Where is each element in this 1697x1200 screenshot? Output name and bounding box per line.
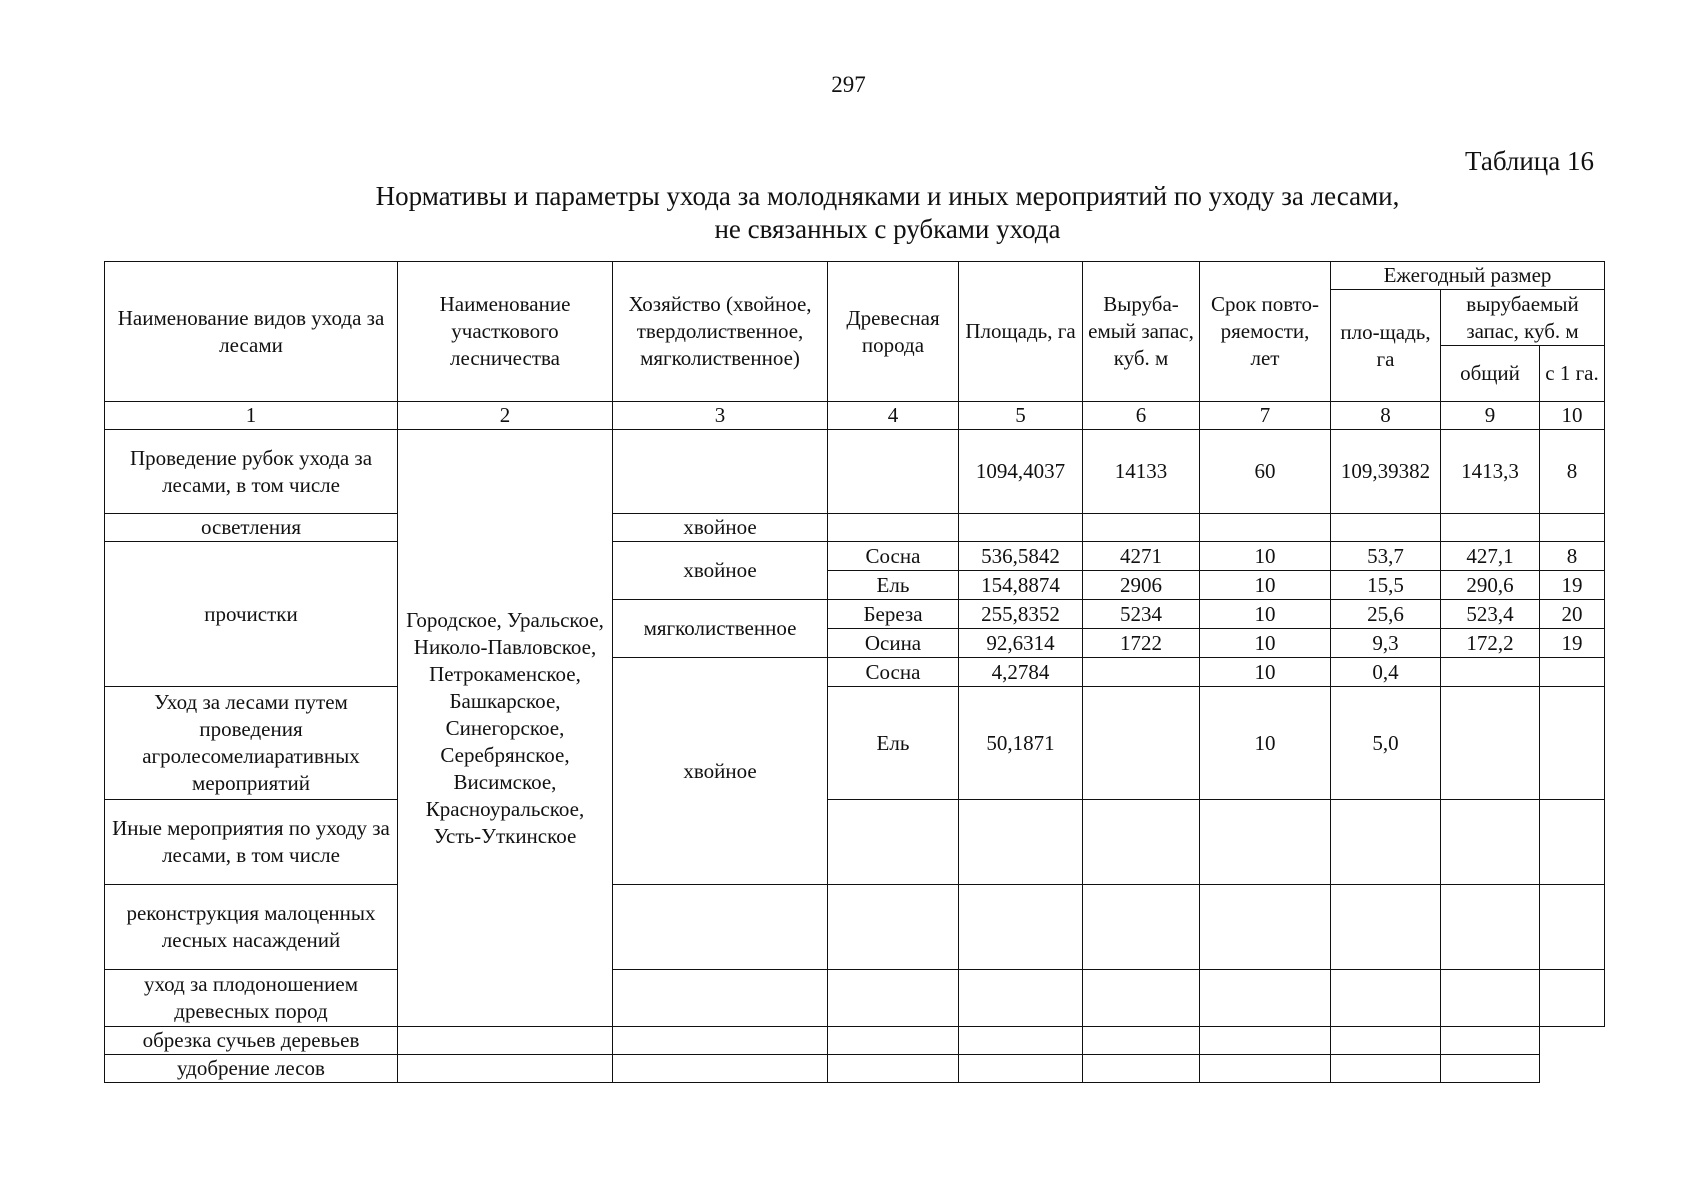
cleaning-period: 10 [1200,629,1331,658]
cell-empty [959,885,1083,970]
column-number: 2 [398,402,613,430]
title-line-1: Нормативы и параметры ухода за молодняками и иных мероприятий по уходу за лесами, [375,181,1400,211]
cell-empty [959,514,1083,542]
header-care-type: Наименование видов ухода за лесами [105,262,398,402]
row-reconstruction-name: реконструкция малоценных лесных насаждений [105,885,398,970]
header-farm: Хозяйство (хвойное, твердолиственное, мягколиственное) [613,262,828,402]
cell-empty [1200,1055,1331,1083]
cell-empty [1540,514,1605,542]
thinning-stock: 14133 [1083,430,1200,514]
thinning-annual-total: 1413,3 [1441,430,1540,514]
cell-empty [1331,970,1441,1027]
cleaning-per-ha: 19 [1540,571,1605,600]
cell-empty [1331,514,1441,542]
cleaning-period: 10 [1200,542,1331,571]
cell-empty [828,885,959,970]
forestry-list: Городское, Уральское, Николо-Павловское, Петрокаменское, Башкарское, Синегорское, Серебрянское, Висимское, Красноуральское, Усть-Уткинское [398,430,613,1027]
cleaning-per-ha: 20 [1540,600,1605,629]
agro-species-spruce: Ель [828,687,959,800]
cell-empty [398,1055,613,1083]
cleaning-species: Ель [828,571,959,600]
cell-empty [1331,1055,1441,1083]
column-number: 10 [1540,402,1605,430]
lighting-farm: хвойное [613,514,828,542]
cleaning-annual-area: 15,5 [1331,571,1441,600]
row-agro-name: Уход за лесами путем проведения агролесомелиаративных мероприятий [105,687,398,800]
cell-empty [959,1055,1083,1083]
column-number: 7 [1200,402,1331,430]
agro-period-spruce: 10 [1200,687,1331,800]
cell-empty [398,1027,613,1055]
cleaning-stock: 2906 [1083,571,1200,600]
header-annual-size: Ежегодный размер [1331,262,1605,290]
thinning-area: 1094,4037 [959,430,1083,514]
header-forestry: Наименование участкового лесничества [398,262,613,402]
cell-empty [828,1055,959,1083]
cell-empty [828,800,959,885]
page-number: 297 [831,72,866,97]
row-other-name: Иные мероприятия по уходу за лесами, в том числе [105,800,398,885]
cell-empty [1083,658,1200,687]
agro-species-pine: Сосна [828,658,959,687]
cleaning-period: 10 [1200,600,1331,629]
cell-empty [613,1027,828,1055]
thinning-period: 60 [1200,430,1331,514]
cleaning-area: 255,8352 [959,600,1083,629]
cell-empty [959,970,1083,1027]
agro-area-spruce: 50,1871 [959,687,1083,800]
cell-empty [1083,885,1200,970]
column-number: 3 [613,402,828,430]
header-annual-stock: вырубаемый запас, куб. м [1441,290,1605,346]
cell-empty [828,970,959,1027]
cleaning-stock: 1722 [1083,629,1200,658]
header-cut-stock: Выруба-емый запас, куб. м [1083,262,1200,402]
cleaning-stock: 5234 [1083,600,1200,629]
cell-empty [1083,514,1200,542]
cell-empty [1083,687,1200,800]
cell-empty [1441,658,1540,687]
cell-empty [828,514,959,542]
cleaning-farm-softwood: мягколиственное [613,600,828,658]
column-number: 6 [1083,402,1200,430]
thinning-annual-area: 109,39382 [1331,430,1441,514]
agro-annual-area-spruce: 5,0 [1331,687,1441,800]
thinning-per-ha: 8 [1540,430,1605,514]
cell-empty [613,430,828,514]
row-fertilization-name: удобрение лесов [105,1055,398,1083]
table-label: Таблица 16 [1465,146,1594,176]
cleaning-species: Сосна [828,542,959,571]
cell-empty [613,970,828,1027]
cell-empty [1331,1027,1441,1055]
header-total: общий [1441,346,1540,402]
cell-empty [828,1027,959,1055]
column-number: 1 [105,402,398,430]
cell-empty [1441,800,1540,885]
cleaning-annual-total: 427,1 [1441,542,1540,571]
cleaning-stock: 4271 [1083,542,1200,571]
column-number: 4 [828,402,959,430]
cell-empty [1083,970,1200,1027]
cell-empty [1200,970,1331,1027]
cleaning-annual-total: 523,4 [1441,600,1540,629]
title-line-2: не связанных с рубками ухода [714,214,1061,244]
cleaning-species: Осина [828,629,959,658]
cell-empty [1083,800,1200,885]
row-thinning-name: Проведение рубок ухода за лесами, в том числе [105,430,398,514]
cell-empty [1441,885,1540,970]
cell-empty [959,800,1083,885]
cleaning-annual-total: 290,6 [1441,571,1540,600]
row-pruning-name: обрезка сучьев деревьев [105,1027,398,1055]
cell-empty [1331,800,1441,885]
column-number: 5 [959,402,1083,430]
cell-empty [1441,687,1540,800]
column-number: 8 [1331,402,1441,430]
cleaning-annual-area: 25,6 [1331,600,1441,629]
cleaning-period: 10 [1200,571,1331,600]
cell-empty [1540,658,1605,687]
header-per-ha: с 1 га. [1540,346,1605,402]
norms-table [104,261,1605,1083]
cell-empty [613,1055,828,1083]
cell-empty [1540,885,1605,970]
row-cleaning-name: прочистки [105,542,398,687]
cleaning-per-ha: 19 [1540,629,1605,658]
cell-empty [1083,1055,1200,1083]
cell-empty [1540,687,1605,800]
cell-empty [1540,800,1605,885]
cell-empty [1540,970,1605,1027]
cell-empty [1441,970,1540,1027]
header-period: Срок повто-ряемости, лет [1200,262,1331,402]
cleaning-farm-conifer: хвойное [613,542,828,600]
header-annual-area: пло-щадь, га [1331,290,1441,402]
cleaning-annual-total: 172,2 [1441,629,1540,658]
cell-empty [1331,885,1441,970]
row-lighting-name: осветления [105,514,398,542]
agro-annual-area-pine: 0,4 [1331,658,1441,687]
cell-empty [1083,1027,1200,1055]
cleaning-species: Береза [828,600,959,629]
header-species: Древесная порода [828,262,959,402]
agro-period-pine: 10 [1200,658,1331,687]
cell-empty [1441,1055,1540,1083]
cleaning-area: 154,8874 [959,571,1083,600]
header-area: Площадь, га [959,262,1083,402]
agro-area-pine: 4,2784 [959,658,1083,687]
cell-empty [1200,800,1331,885]
column-number: 9 [1441,402,1540,430]
cleaning-annual-area: 9,3 [1331,629,1441,658]
cell-empty [828,430,959,514]
cell-empty [1441,514,1540,542]
cleaning-per-ha: 8 [1540,542,1605,571]
cell-empty [1200,1027,1331,1055]
cleaning-area: 536,5842 [959,542,1083,571]
row-fruiting-name: уход за плодоношением древесных пород [105,970,398,1027]
cell-empty [613,885,828,970]
cell-empty [1200,514,1331,542]
cleaning-annual-area: 53,7 [1331,542,1441,571]
agro-farm: хвойное [613,658,828,885]
cell-empty [1441,1027,1540,1055]
cell-empty [1200,885,1331,970]
table-title [0,180,1697,246]
cell-empty [959,1027,1083,1055]
cleaning-area: 92,6314 [959,629,1083,658]
